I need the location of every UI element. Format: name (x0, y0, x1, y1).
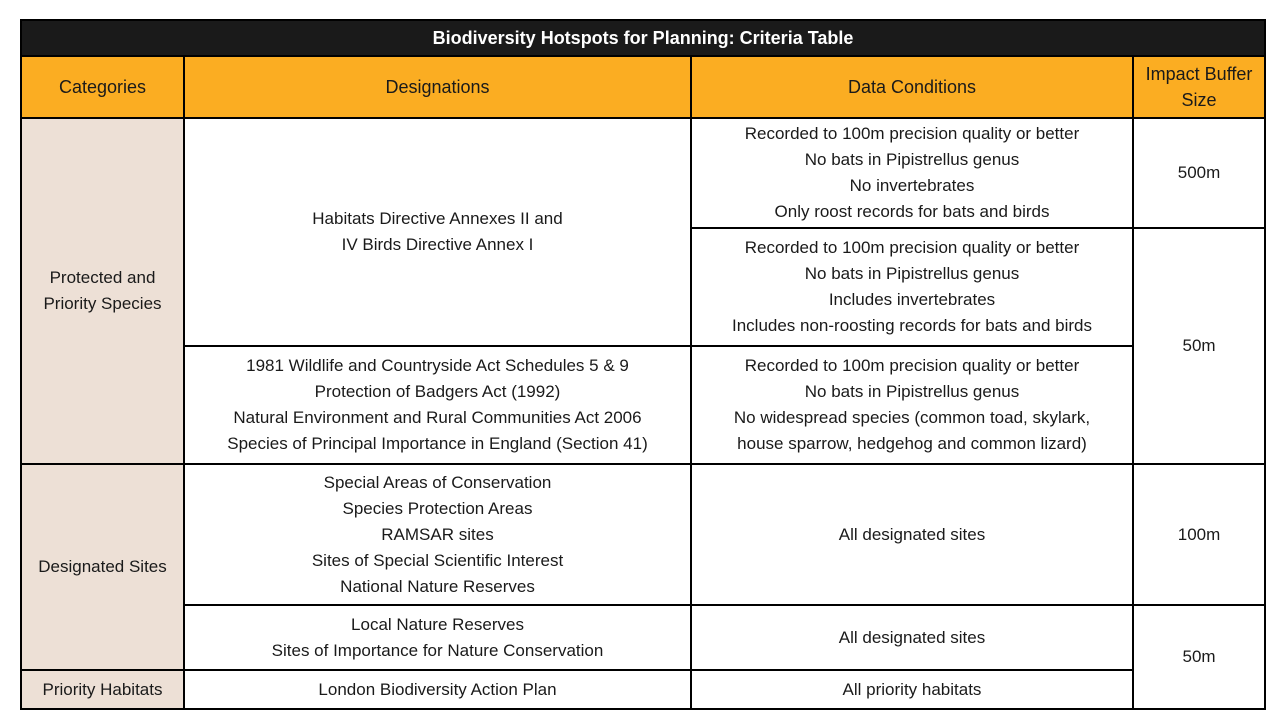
header-categories: Categories (21, 56, 184, 118)
category-label-line: Priority Species (43, 294, 162, 313)
condition-line: Includes non-roosting records for bats and birds (731, 316, 1093, 335)
designation-line: Natural Environment and Rural Communities Act 2006 (233, 408, 642, 427)
designation-line: Species of Principal Importance in England (Section 41) (227, 434, 648, 453)
condition-line: house sparrow, hedgehog and common lizard) (737, 434, 1087, 453)
condition-line: Recorded to 100m precision quality or better (744, 124, 1080, 143)
condition-all-priority-habitats: All priority habitats (691, 670, 1133, 709)
category-protected-species (21, 118, 184, 464)
condition-non-roosting (691, 228, 1133, 346)
designation-habitats-directive (184, 118, 691, 346)
condition-line: Only roost records for bats and birds (774, 202, 1050, 221)
designation-line: Species Protection Areas (342, 498, 533, 518)
designation-local-sites (184, 605, 691, 670)
designation-line: IV Birds Directive Annex I (341, 235, 534, 254)
designation-line: Local Nature Reserves (351, 614, 524, 634)
header-buffer-line: Impact Buffer (1145, 64, 1253, 84)
designation-national-sites (184, 464, 691, 605)
designation-line: Sites of Importance for Nature Conservation (271, 640, 604, 660)
criteria-table (20, 19, 1266, 710)
condition-line: Recorded to 100m precision quality or better (744, 356, 1080, 375)
header-buffer-line: Size (1181, 90, 1217, 110)
category-priority-habitats: Priority Habitats (21, 670, 184, 709)
designation-line: Protection of Badgers Act (1992) (314, 382, 561, 401)
condition-roost-only (691, 118, 1133, 228)
condition-all-designated-sites: All designated sites (691, 464, 1133, 605)
designation-line: National Nature Reserves (340, 576, 535, 596)
condition-line: No invertebrates (849, 176, 975, 195)
designation-line: Habitats Directive Annexes II and (312, 209, 563, 228)
condition-line: No widespread species (common toad, skylark, (733, 408, 1091, 427)
header-data-conditions: Data Conditions (691, 56, 1133, 118)
buffer-100m: 100m (1133, 464, 1265, 605)
condition-line: Recorded to 100m precision quality or better (744, 238, 1080, 257)
table-title: Biodiversity Hotspots for Planning: Criteria Table (21, 20, 1265, 56)
buffer-50m-sites: 50m (1133, 605, 1265, 709)
designation-line: 1981 Wildlife and Countryside Act Schedules 5 & 9 (246, 356, 629, 375)
designation-wildlife-acts (184, 346, 691, 464)
buffer-50m-species: 50m (1133, 228, 1265, 464)
condition-line: Includes invertebrates (828, 290, 996, 309)
header-designations: Designations (184, 56, 691, 118)
condition-no-widespread (691, 346, 1133, 464)
condition-all-designated-sites: All designated sites (691, 605, 1133, 670)
designation-line: Sites of Special Scientific Interest (311, 550, 564, 570)
header-impact-buffer-size (1133, 56, 1265, 118)
designation-line: Special Areas of Conservation (323, 472, 552, 492)
condition-line: No bats in Pipistrellus genus (804, 264, 1020, 283)
category-label-line: Protected and (49, 268, 156, 287)
category-designated-sites: Designated Sites (21, 464, 184, 670)
condition-line: No bats in Pipistrellus genus (804, 150, 1020, 169)
condition-line: No bats in Pipistrellus genus (804, 382, 1020, 401)
buffer-500m: 500m (1133, 118, 1265, 228)
designation-line: RAMSAR sites (381, 524, 494, 544)
designation-london-bap: London Biodiversity Action Plan (184, 670, 691, 709)
